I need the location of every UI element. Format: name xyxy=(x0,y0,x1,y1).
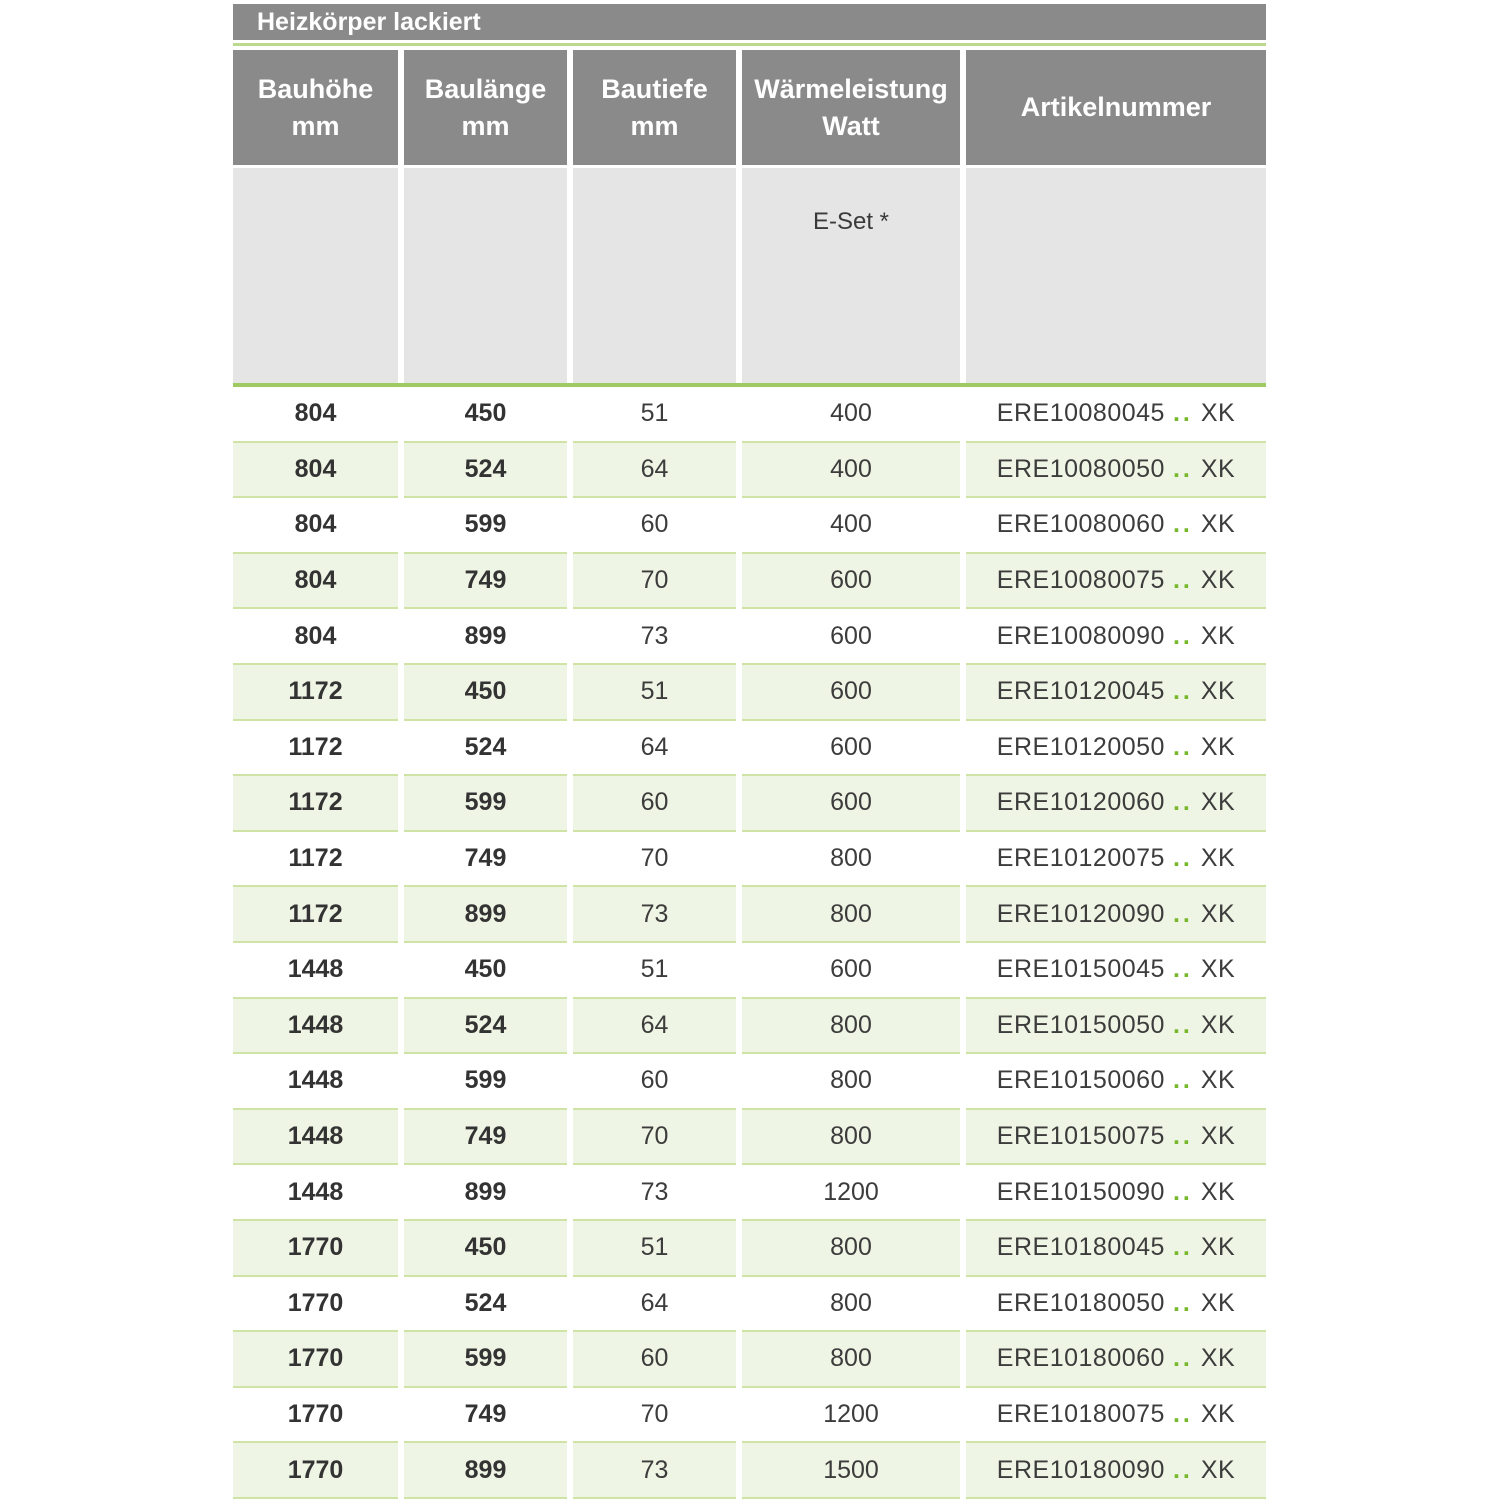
cell-bauhoehe: 1172 xyxy=(233,721,398,777)
cell-artikelnummer xyxy=(966,609,1266,665)
cell-watt: 600 xyxy=(742,554,960,610)
artikel-dots: .. xyxy=(1172,399,1193,428)
cell-bautiefe: 64 xyxy=(573,443,736,499)
artikel-prefix: ERE10150045 xyxy=(996,955,1165,984)
artikel-suffix: XK xyxy=(1200,899,1236,928)
cell-bautiefe: 60 xyxy=(573,776,736,832)
artikel-suffix: XK xyxy=(1200,1288,1236,1317)
table-row xyxy=(233,1110,1266,1166)
header-artikelnummer xyxy=(966,50,1266,165)
table-row xyxy=(233,1443,1266,1499)
table-row xyxy=(233,776,1266,832)
cell-baulaenge: 749 xyxy=(404,1388,567,1444)
cell-bauhoehe: 804 xyxy=(233,387,398,443)
cell-baulaenge: 599 xyxy=(404,498,567,554)
artikel-suffix: XK xyxy=(1200,621,1236,650)
cell-baulaenge: 599 xyxy=(404,776,567,832)
cell-bautiefe: 51 xyxy=(573,1221,736,1277)
artikel-suffix: XK xyxy=(1200,1455,1236,1484)
header-waermeleistung-line2: Watt xyxy=(822,110,880,141)
artikel-prefix: ERE10120075 xyxy=(996,844,1165,873)
cell-watt: 1500 xyxy=(742,1443,960,1499)
table-row xyxy=(233,1388,1266,1444)
cell-baulaenge: 899 xyxy=(404,1165,567,1221)
cell-bauhoehe: 804 xyxy=(233,498,398,554)
artikel-dots: .. xyxy=(1172,454,1193,483)
cell-baulaenge: 899 xyxy=(404,609,567,665)
cell-artikelnummer xyxy=(966,443,1266,499)
artikel-dots: .. xyxy=(1172,621,1193,650)
cell-baulaenge: 450 xyxy=(404,665,567,721)
cell-baulaenge: 524 xyxy=(404,1277,567,1333)
artikel-dots: .. xyxy=(1172,1177,1193,1206)
cell-bauhoehe: 1770 xyxy=(233,1388,398,1444)
cell-bautiefe: 70 xyxy=(573,1110,736,1166)
artikel-dots: .. xyxy=(1172,677,1193,706)
table-row xyxy=(233,999,1266,1055)
cell-bautiefe: 73 xyxy=(573,1165,736,1221)
cell-bauhoehe: 1448 xyxy=(233,943,398,999)
artikel-suffix: XK xyxy=(1200,1399,1236,1428)
cell-baulaenge: 450 xyxy=(404,387,567,443)
cell-bauhoehe: 804 xyxy=(233,554,398,610)
artikel-prefix: ERE10180090 xyxy=(996,1455,1165,1484)
table-row xyxy=(233,887,1266,943)
header-row xyxy=(233,50,1266,165)
cell-bautiefe: 73 xyxy=(573,1443,736,1499)
cell-artikelnummer xyxy=(966,387,1266,443)
artikel-dots: .. xyxy=(1172,1288,1193,1317)
table-row xyxy=(233,609,1266,665)
artikel-prefix: ERE10120050 xyxy=(996,732,1165,761)
artikel-prefix: ERE10180050 xyxy=(996,1288,1165,1317)
artikel-prefix: ERE10180060 xyxy=(996,1344,1165,1373)
artikel-prefix: ERE10120090 xyxy=(996,899,1165,928)
cell-bautiefe: 73 xyxy=(573,609,736,665)
cell-bautiefe: 64 xyxy=(573,1277,736,1333)
table-row xyxy=(233,721,1266,777)
cell-watt: 600 xyxy=(742,609,960,665)
artikel-dots: .. xyxy=(1172,566,1193,595)
artikel-prefix: ERE10150075 xyxy=(996,1122,1165,1151)
cell-bauhoehe: 1770 xyxy=(233,1332,398,1388)
artikel-suffix: XK xyxy=(1200,788,1236,817)
cell-watt: 600 xyxy=(742,776,960,832)
cell-watt: 1200 xyxy=(742,1165,960,1221)
artikel-prefix: ERE10080050 xyxy=(996,454,1165,483)
cell-watt: 400 xyxy=(742,387,960,443)
cell-artikelnummer xyxy=(966,999,1266,1055)
artikel-suffix: XK xyxy=(1200,1177,1236,1206)
cell-baulaenge: 749 xyxy=(404,554,567,610)
subheader-cell-waermeleistung xyxy=(742,168,960,383)
cell-artikelnummer xyxy=(966,943,1266,999)
artikel-suffix: XK xyxy=(1200,677,1236,706)
cell-watt: 800 xyxy=(742,1332,960,1388)
table-row xyxy=(233,943,1266,999)
cell-baulaenge: 599 xyxy=(404,1054,567,1110)
cell-bauhoehe: 1172 xyxy=(233,832,398,888)
cell-bautiefe: 60 xyxy=(573,498,736,554)
cell-artikelnummer xyxy=(966,887,1266,943)
cell-baulaenge: 749 xyxy=(404,1110,567,1166)
artikel-dots: .. xyxy=(1172,899,1193,928)
cell-bautiefe: 60 xyxy=(573,1054,736,1110)
cell-bauhoehe: 1770 xyxy=(233,1221,398,1277)
cell-artikelnummer xyxy=(966,1165,1266,1221)
artikel-prefix: ERE10180075 xyxy=(996,1399,1165,1428)
heizkoerper-table xyxy=(233,4,1266,1499)
artikel-prefix: ERE10080060 xyxy=(996,510,1165,539)
header-baulaenge xyxy=(404,50,567,165)
artikel-dots: .. xyxy=(1172,1066,1193,1095)
cell-watt: 400 xyxy=(742,443,960,499)
cell-artikelnummer xyxy=(966,498,1266,554)
cell-bauhoehe: 1448 xyxy=(233,1054,398,1110)
cell-watt: 600 xyxy=(742,721,960,777)
artikel-suffix: XK xyxy=(1200,399,1236,428)
cell-bautiefe: 70 xyxy=(573,554,736,610)
cell-watt: 800 xyxy=(742,887,960,943)
artikel-prefix: ERE10080075 xyxy=(996,566,1165,595)
header-bauhoehe xyxy=(233,50,398,165)
cell-bautiefe: 60 xyxy=(573,1332,736,1388)
cell-bauhoehe: 804 xyxy=(233,609,398,665)
cell-bauhoehe: 1770 xyxy=(233,1277,398,1333)
cell-watt: 600 xyxy=(742,943,960,999)
artikel-prefix: ERE10080045 xyxy=(996,399,1165,428)
cell-bauhoehe: 804 xyxy=(233,443,398,499)
cell-watt: 600 xyxy=(742,665,960,721)
cell-bauhoehe: 1448 xyxy=(233,1110,398,1166)
cell-baulaenge: 899 xyxy=(404,1443,567,1499)
title-separator-line xyxy=(233,43,1266,46)
cell-bautiefe: 73 xyxy=(573,887,736,943)
cell-baulaenge: 524 xyxy=(404,721,567,777)
cell-bautiefe: 64 xyxy=(573,999,736,1055)
cell-watt: 800 xyxy=(742,1110,960,1166)
subheader-cell-artikelnummer xyxy=(966,168,1266,383)
artikel-dots: .. xyxy=(1172,732,1193,761)
cell-baulaenge: 899 xyxy=(404,887,567,943)
artikel-suffix: XK xyxy=(1200,732,1236,761)
cell-artikelnummer xyxy=(966,1277,1266,1333)
header-waermeleistung-line1: Wärmeleistung xyxy=(754,74,948,105)
artikel-prefix: ERE10120060 xyxy=(996,788,1165,817)
cell-bautiefe: 51 xyxy=(573,665,736,721)
subheader-row xyxy=(233,168,1266,383)
table-row xyxy=(233,1277,1266,1333)
cell-watt: 800 xyxy=(742,1277,960,1333)
cell-artikelnummer xyxy=(966,1443,1266,1499)
table-row xyxy=(233,665,1266,721)
cell-artikelnummer xyxy=(966,832,1266,888)
cell-bautiefe: 70 xyxy=(573,832,736,888)
artikel-dots: .. xyxy=(1172,1455,1193,1484)
cell-bautiefe: 70 xyxy=(573,1388,736,1444)
cell-artikelnummer xyxy=(966,776,1266,832)
artikel-dots: .. xyxy=(1172,788,1193,817)
header-waermeleistung xyxy=(742,50,960,165)
subheader-cell-bautiefe xyxy=(573,168,736,383)
table-row xyxy=(233,1332,1266,1388)
table-row xyxy=(233,1221,1266,1277)
artikel-prefix: ERE10180045 xyxy=(996,1233,1165,1262)
table-body xyxy=(233,387,1266,1499)
artikel-dots: .. xyxy=(1172,1233,1193,1262)
cell-artikelnummer xyxy=(966,1332,1266,1388)
table-row xyxy=(233,498,1266,554)
cell-watt: 800 xyxy=(742,1221,960,1277)
cell-artikelnummer xyxy=(966,1221,1266,1277)
artikel-suffix: XK xyxy=(1200,566,1236,595)
cell-watt: 1200 xyxy=(742,1388,960,1444)
artikel-suffix: XK xyxy=(1200,1010,1236,1039)
header-bautiefe-line2: mm xyxy=(630,110,679,141)
cell-artikelnummer xyxy=(966,554,1266,610)
header-artikelnummer-line1: Artikelnummer xyxy=(1020,92,1212,123)
cell-artikelnummer xyxy=(966,1054,1266,1110)
artikel-suffix: XK xyxy=(1200,1122,1236,1151)
subheader-cell-baulaenge xyxy=(404,168,567,383)
eset-label: E-Set * xyxy=(812,208,890,235)
header-baulaenge-line1: Baulänge xyxy=(424,74,547,105)
cell-watt: 800 xyxy=(742,999,960,1055)
cell-bauhoehe: 1448 xyxy=(233,999,398,1055)
table-row xyxy=(233,443,1266,499)
artikel-prefix: ERE10080090 xyxy=(996,621,1165,650)
cell-artikelnummer xyxy=(966,665,1266,721)
artikel-dots: .. xyxy=(1172,1344,1193,1373)
header-bauhoehe-line1: Bauhöhe xyxy=(257,74,374,105)
artikel-dots: .. xyxy=(1172,510,1193,539)
artikel-dots: .. xyxy=(1172,1122,1193,1151)
table-row xyxy=(233,1054,1266,1110)
artikel-prefix: ERE10150090 xyxy=(996,1177,1165,1206)
cell-bautiefe: 64 xyxy=(573,721,736,777)
table-row xyxy=(233,832,1266,888)
artikel-suffix: XK xyxy=(1200,510,1236,539)
artikel-dots: .. xyxy=(1172,1399,1193,1428)
header-baulaenge-line2: mm xyxy=(461,110,510,141)
artikel-dots: .. xyxy=(1172,1010,1193,1039)
cell-watt: 800 xyxy=(742,832,960,888)
cell-baulaenge: 450 xyxy=(404,943,567,999)
table-title: Heizkörper lackiert xyxy=(233,4,1266,40)
artikel-dots: .. xyxy=(1172,844,1193,873)
cell-artikelnummer xyxy=(966,1388,1266,1444)
subheader-cell-bauhoehe xyxy=(233,168,398,383)
header-bauhoehe-line2: mm xyxy=(291,110,340,141)
cell-baulaenge: 524 xyxy=(404,999,567,1055)
cell-watt: 800 xyxy=(742,1054,960,1110)
artikel-suffix: XK xyxy=(1200,955,1236,984)
cell-artikelnummer xyxy=(966,721,1266,777)
header-bautiefe-line1: Bautiefe xyxy=(601,74,708,105)
cell-bautiefe: 51 xyxy=(573,387,736,443)
artikel-suffix: XK xyxy=(1200,1066,1236,1095)
cell-bautiefe: 51 xyxy=(573,943,736,999)
artikel-prefix: ERE10120045 xyxy=(996,677,1165,706)
table-row xyxy=(233,554,1266,610)
artikel-dots: .. xyxy=(1172,955,1193,984)
cell-baulaenge: 450 xyxy=(404,1221,567,1277)
artikel-suffix: XK xyxy=(1200,454,1236,483)
cell-bauhoehe: 1172 xyxy=(233,776,398,832)
artikel-suffix: XK xyxy=(1200,1344,1236,1373)
artikel-prefix: ERE10150060 xyxy=(996,1066,1165,1095)
cell-bauhoehe: 1448 xyxy=(233,1165,398,1221)
table-row xyxy=(233,1165,1266,1221)
artikel-suffix: XK xyxy=(1200,844,1236,873)
artikel-suffix: XK xyxy=(1200,1233,1236,1262)
cell-artikelnummer xyxy=(966,1110,1266,1166)
header-bautiefe xyxy=(573,50,736,165)
artikel-prefix: ERE10150050 xyxy=(996,1010,1165,1039)
cell-bauhoehe: 1770 xyxy=(233,1443,398,1499)
cell-baulaenge: 524 xyxy=(404,443,567,499)
cell-bauhoehe: 1172 xyxy=(233,665,398,721)
cell-baulaenge: 749 xyxy=(404,832,567,888)
cell-watt: 400 xyxy=(742,498,960,554)
cell-baulaenge: 599 xyxy=(404,1332,567,1388)
table-row xyxy=(233,387,1266,443)
cell-bauhoehe: 1172 xyxy=(233,887,398,943)
